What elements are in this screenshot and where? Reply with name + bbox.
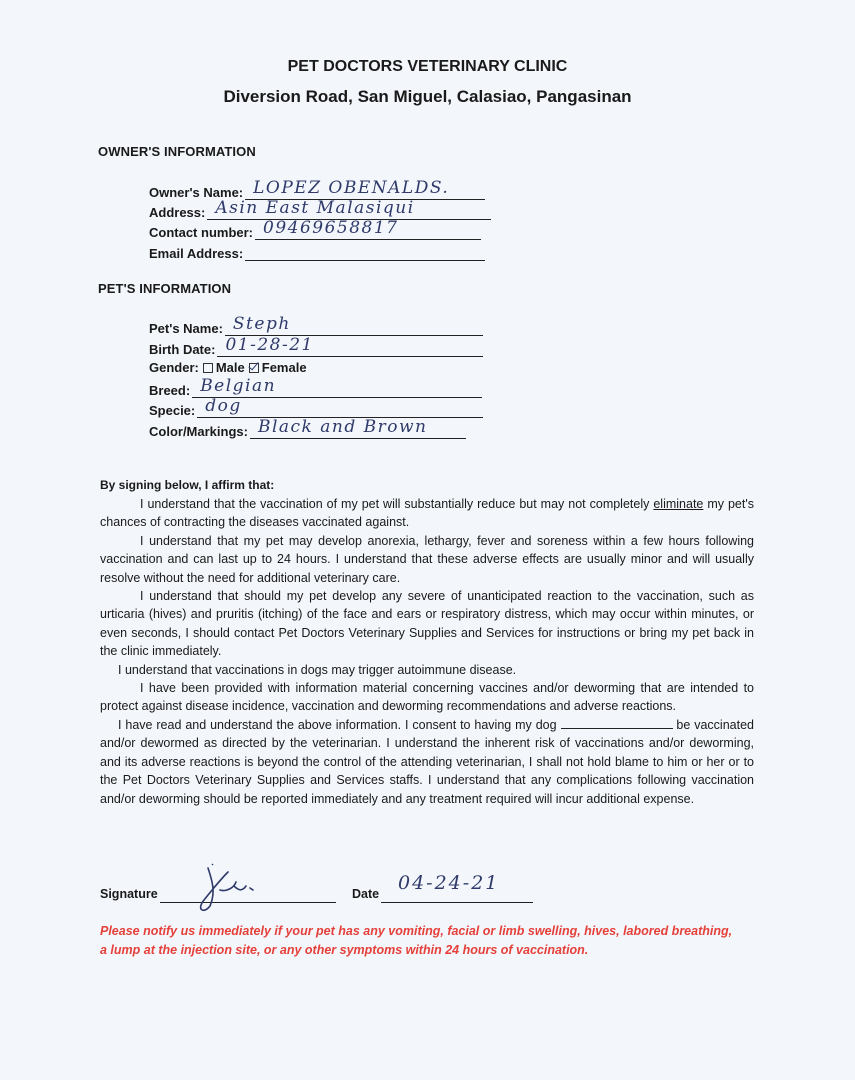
symptom-notice: Please notify us immediately if your pet has any vomiting, facial or limb swelling, hives, labored breathing, a lump at the injection site, or any other symptoms within 24 hours of vaccination. — [100, 924, 733, 957]
affirm-heading: By signing below, I affirm that: — [100, 478, 275, 492]
consent-paragraph-6 — [100, 716, 754, 808]
clinic-address: Diversion Road, San Miguel, Calasiao, Pangasinan — [223, 87, 632, 106]
pet-name-line[interactable] — [225, 314, 483, 336]
consent-paragraph-2: I understand that my pet may develop anorexia, lethargy, fever and soreness within a few hours following vaccination and can last up to 24 hours. I understand that these adverse effects are usually minor and will usually resolve without the need for additional veterinary care. — [100, 533, 754, 585]
email-label: Email Address: — [149, 246, 244, 261]
contact-number-value: 09469658817 — [263, 218, 399, 238]
clinic-name: PET DOCTORS VETERINARY CLINIC — [287, 58, 568, 75]
p1-text-end: my pet's chances of contracting the diseases vaccinated against. — [100, 497, 754, 530]
consent-paragraph-5: I have been provided with information material concerning vaccines and/or deworming that are intended to protect against disease incidence, vaccination and deworming recommendations and adverse reactions. — [100, 681, 754, 714]
date-value: 04-24-21 — [398, 872, 500, 894]
color-markings-line[interactable] — [250, 417, 466, 439]
owner-info-heading: OWNER'S INFORMATION — [98, 144, 256, 159]
p6-text-start: I have read and understand the above information. I consent to having my dog — [118, 717, 557, 732]
p6-text-end: be vaccinated and/or dewormed as directed by the veterinarian. I understand the inherent risk of vaccinations and/or deworming, and its adverse reactions is beyond the control of the attending veterinarian, I shall not hold blame to him or her or to the Pet Doctors Veterinary Supplies and Services staffs. I understand that any complications following vaccination and/or deworming should be reported immediately and any treatment required will incur additional expense. — [100, 717, 754, 806]
breed-value: Belgian — [200, 376, 277, 396]
consent-paragraph-1 — [100, 495, 754, 532]
contact-number-line[interactable] — [255, 218, 481, 240]
female-checkbox[interactable] — [249, 363, 259, 373]
gender-label: Gender: — [149, 360, 199, 375]
pet-name-label: Pet's Name: — [149, 321, 223, 336]
contact-number-field — [149, 220, 481, 240]
signature-label: Signature — [100, 887, 158, 901]
address-value: Asin East Malasiqui — [215, 198, 415, 218]
pet-name-field — [149, 316, 483, 336]
consent-body — [100, 495, 754, 808]
specie-label: Specie: — [149, 403, 196, 418]
signature-scribble — [190, 862, 270, 918]
breed-field — [149, 378, 482, 398]
p1-text-start: I understand that the vaccination of my pet will substantially reduce but may not completely — [140, 497, 654, 511]
birth-date-line[interactable] — [217, 335, 483, 357]
breed-label: Breed: — [149, 383, 191, 398]
owner-name-value: LOPEZ OBENALDS. — [253, 178, 450, 198]
birth-date-field — [149, 337, 483, 357]
consent-paragraph-3: I understand that should my pet develop any severe of unanticipated reaction to the vaccination, such as urticaria (hives) and pruritis (itching) of the face and ears or respiratory distress, which may occur within minutes, or even seconds, I should contact Pet Doctors Veterinary Supplies and Services for instructions or bring my pet back in the clinic immediately. — [100, 589, 754, 659]
owner-name-field — [149, 180, 485, 200]
date-line[interactable] — [381, 901, 533, 903]
specie-field — [149, 398, 483, 418]
male-label: Male — [215, 360, 245, 375]
email-line[interactable] — [245, 242, 485, 261]
color-markings-value: Black and Brown — [257, 417, 428, 437]
pet-info-heading: PET'S INFORMATION — [98, 281, 232, 296]
address-field — [149, 200, 491, 220]
gender-field — [149, 360, 307, 375]
pet-name-value: Steph — [232, 314, 291, 334]
consent-paragraph-4: I understand that vaccinations in dogs may trigger autoimmune disease. — [118, 662, 517, 677]
color-markings-label: Color/Markings: — [149, 424, 248, 439]
male-checkbox[interactable] — [203, 363, 213, 373]
email-field — [149, 241, 485, 261]
birth-date-value: 01-28-21 — [225, 335, 314, 355]
p1-underlined-word: eliminate — [653, 497, 704, 511]
specie-value: dog — [205, 396, 242, 416]
color-markings-field — [149, 419, 466, 439]
address-label: Address: — [149, 205, 206, 220]
dog-name-blank[interactable] — [561, 718, 673, 729]
birth-date-label: Birth Date: — [149, 342, 216, 357]
contact-number-label: Contact number: — [149, 225, 253, 240]
date-label: Date — [352, 887, 380, 901]
female-label: Female — [261, 360, 307, 375]
owner-name-label: Owner's Name: — [149, 185, 244, 200]
specie-line[interactable] — [197, 396, 483, 418]
